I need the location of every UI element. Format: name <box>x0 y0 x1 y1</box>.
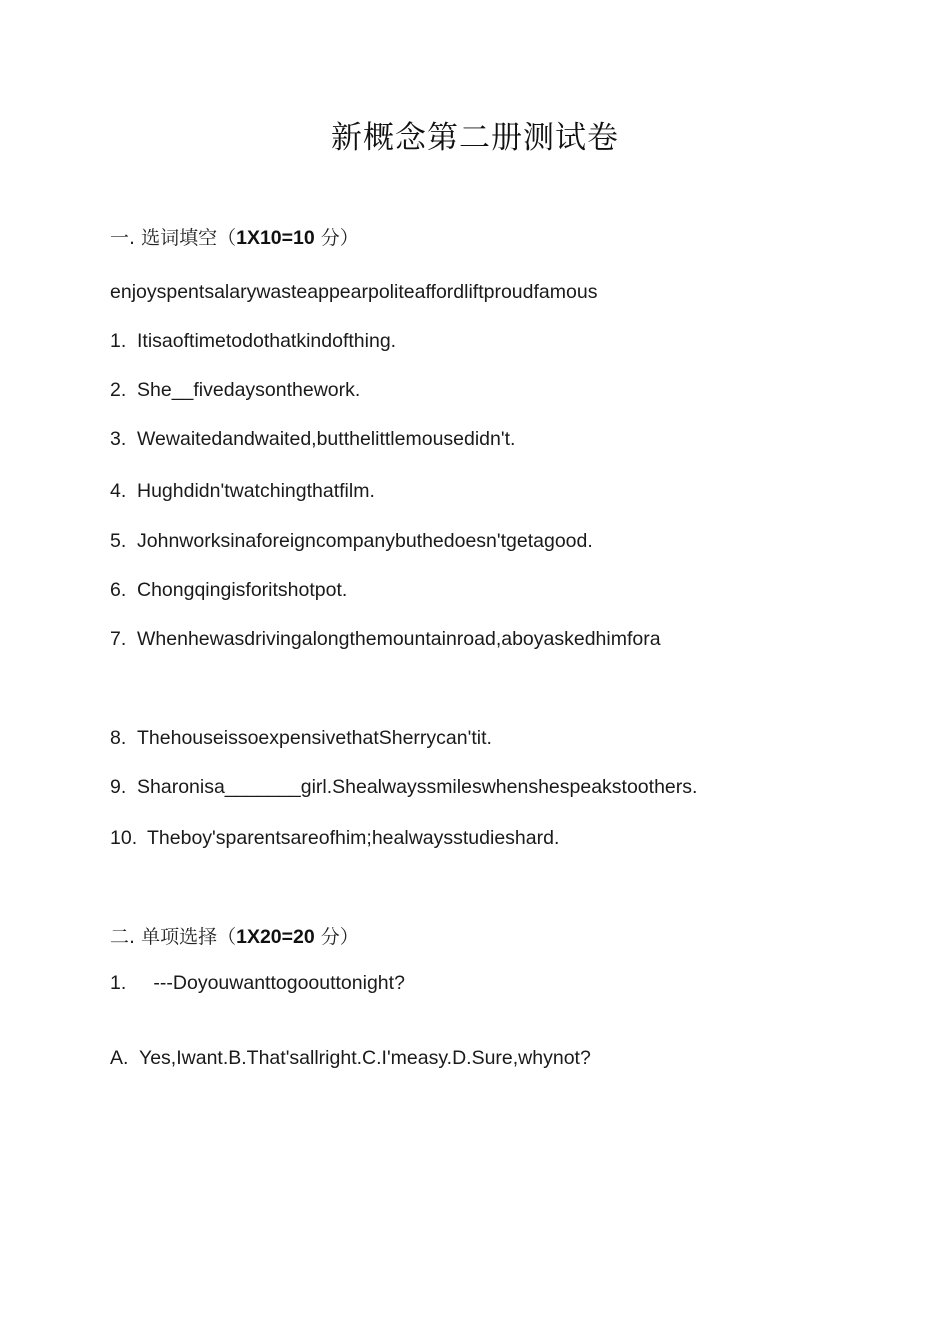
question-text: Sharonisa_______girl.Shealwayssmileswhenshespeakstoothers. <box>137 776 698 798</box>
option-label: A. <box>110 1047 129 1069</box>
question-text: Hughdidn'twatchingthatfilm. <box>137 480 375 502</box>
question-item <box>110 578 347 602</box>
section-1-heading-prefix: 一. 选词填空（ <box>110 227 237 249</box>
question-item <box>110 726 492 750</box>
question-item <box>110 775 697 799</box>
question-text: Whenhewasdrivingalongthemountainroad,aboyaskedhimfora <box>137 628 661 650</box>
question-number: 7. <box>110 628 127 650</box>
section-2-heading-suffix: 分） <box>314 926 359 948</box>
question-number: 3. <box>110 428 127 450</box>
section-2-heading-prefix: 二. 单项选择（ <box>110 926 237 948</box>
question-number: 6. <box>110 579 127 601</box>
question-text: ThehouseissoexpensivethatSherrycan'tit. <box>137 727 492 749</box>
question-number: 10. <box>110 827 138 849</box>
question-text: ---Doyouwanttogoouttonight? <box>148 972 405 994</box>
question-text: Johnworksinaforeigncompanybuthedoesn'tgetagood. <box>137 530 593 552</box>
question-number: 5. <box>110 530 127 552</box>
question-item <box>110 427 515 451</box>
word-bank: enjoyspentsalarywasteappearpoliteaffordliftproudfamous <box>110 281 598 303</box>
question-text: Theboy'sparentsareofhim;healwaysstudieshard. <box>147 827 560 849</box>
question-item <box>110 529 593 553</box>
question-number: 1. <box>110 330 127 352</box>
question-text: Wewaitedandwaited,butthelittlemousedidn't. <box>137 428 516 450</box>
question-number: 4. <box>110 480 127 502</box>
options-text: Yes,Iwant.B.That'sallright.C.I'measy.D.Sure,whynot? <box>139 1047 591 1069</box>
question-item <box>110 329 396 353</box>
question-item <box>110 826 559 850</box>
question-number: 9. <box>110 776 127 798</box>
choice-options <box>110 1046 591 1070</box>
question-text: Itisaoftimetodothatkindofthing. <box>137 330 397 352</box>
question-item <box>110 627 661 651</box>
question-item <box>110 479 375 503</box>
question-text: Chongqingisforitshotpot. <box>137 579 348 601</box>
section-1-heading <box>110 226 359 250</box>
page-title: 新概念第二册测试卷 <box>331 120 619 156</box>
question-text: She__fivedaysonthework. <box>137 379 361 401</box>
question-number: 8. <box>110 727 127 749</box>
section-2-heading-score: 1X20=20 <box>236 926 315 948</box>
section-2-heading <box>110 925 359 949</box>
question-number: 2. <box>110 379 127 401</box>
question-item <box>110 378 360 402</box>
section-1-heading-suffix: 分） <box>314 227 359 249</box>
question-number: 1. <box>110 972 127 994</box>
section-1-heading-score: 1X10=10 <box>236 227 315 249</box>
choice-question <box>110 971 405 995</box>
